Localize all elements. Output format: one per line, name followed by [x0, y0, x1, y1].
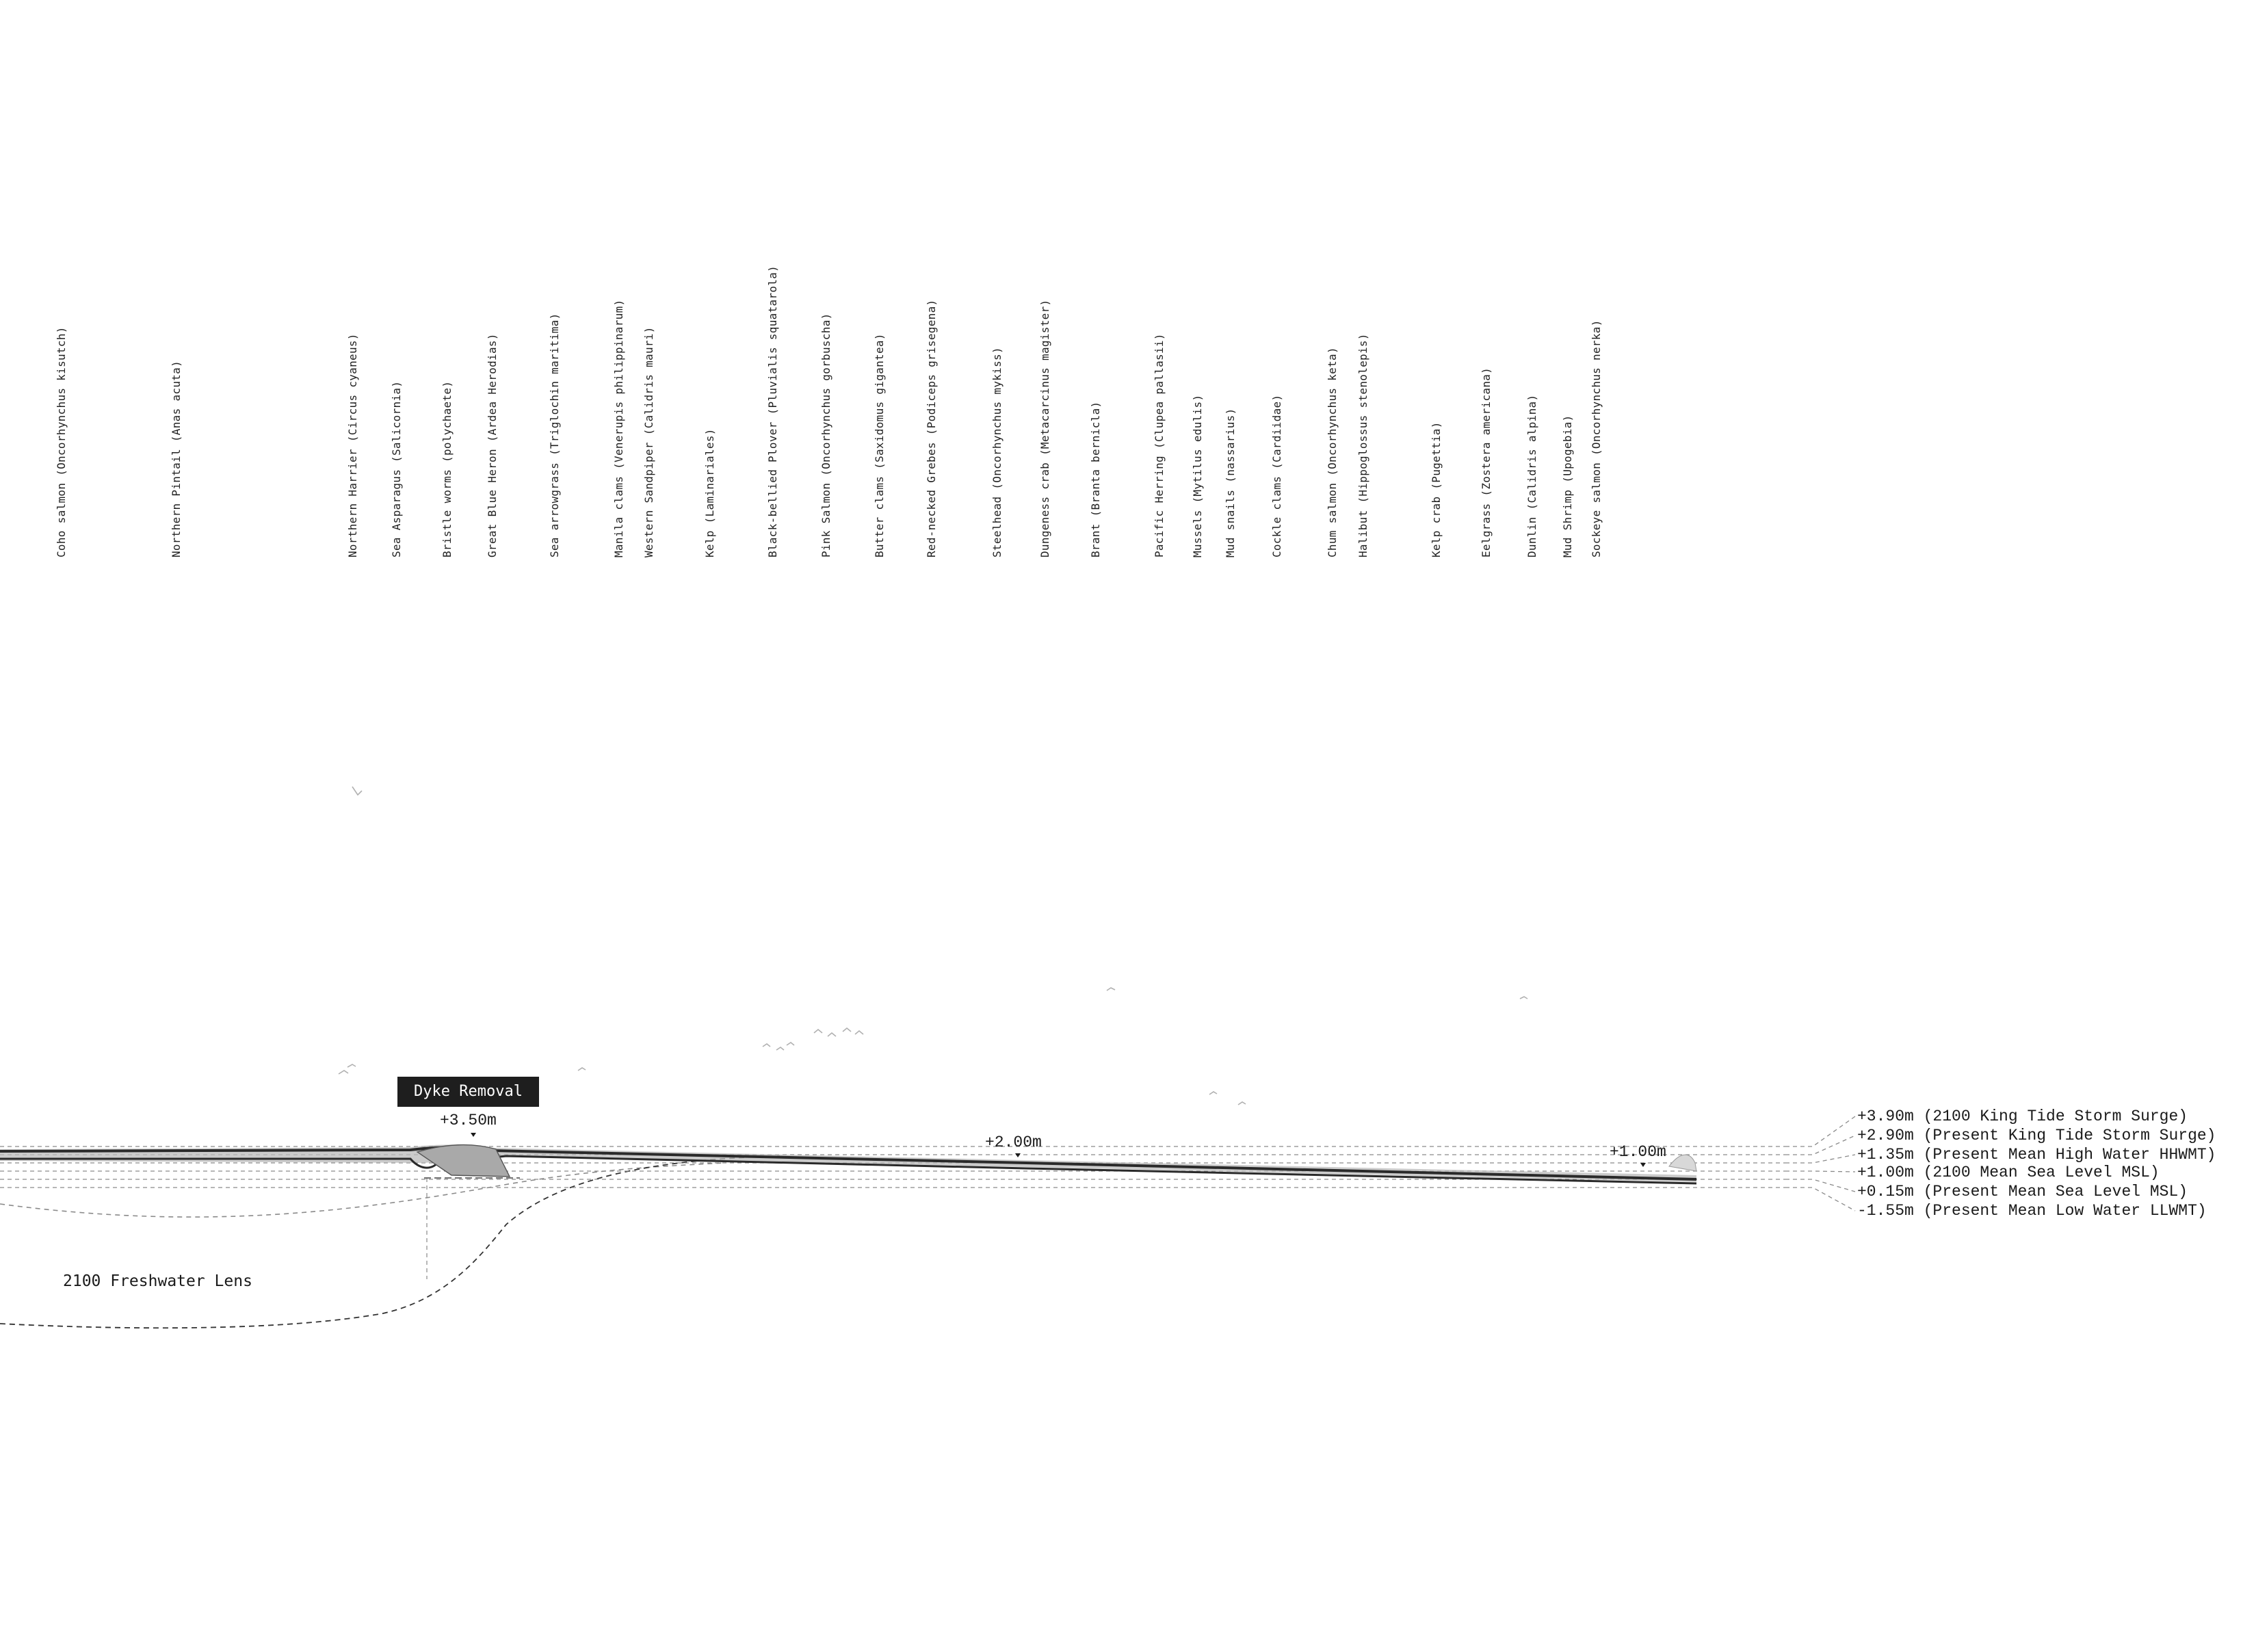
species-label: Sea Asparagus (Salicornia) — [390, 380, 403, 558]
legend-item: +1.00m (2100 Mean Sea Level MSL) — [1857, 1164, 2160, 1181]
species-label: Sea arrowgrass (Triglochin maritima) — [548, 313, 561, 558]
species-label: Steelhead (Oncorhynchus mykiss) — [991, 347, 1004, 558]
species-label: Sockeye salmon (Oncorhynchus nerka) — [1590, 319, 1603, 558]
legend-item: +0.15m (Present Mean Sea Level MSL) — [1857, 1183, 2188, 1201]
species-label: Mud snails (nassarius) — [1224, 408, 1237, 558]
legend-item: +1.35m (Present Mean High Water HHWMT) — [1857, 1146, 2216, 1164]
elevation-label-mid: +2.00m — [985, 1133, 1042, 1151]
species-label: Kelp crab (Pugettia) — [1430, 421, 1443, 558]
species-label: Pacific Herring (Clupea pallasii) — [1153, 333, 1166, 558]
elevation-label-shore: +1.00m — [1610, 1143, 1666, 1161]
species-label: Pink Salmon (Oncorhynchus gorbuscha) — [819, 313, 832, 558]
species-label: Dunlin (Calidris alpina) — [1525, 394, 1538, 558]
legend-item: +2.90m (Present King Tide Storm Surge) — [1857, 1127, 2216, 1144]
species-label: Brant (Branta bernicla) — [1089, 401, 1102, 558]
species-label: Dungeness crab (Metacarcinus magister) — [1038, 299, 1051, 558]
species-label: Black-bellied Plover (Pluvialis squatarola) — [766, 265, 779, 558]
freshwater-lens-label: 2100 Freshwater Lens — [63, 1272, 252, 1290]
species-label: Chum salmon (Oncorhynchus keta) — [1326, 347, 1339, 558]
species-label: Great Blue Heron (Ardea Herodias) — [486, 333, 499, 558]
legend-item: +3.90m (2100 King Tide Storm Surge) — [1857, 1107, 2188, 1125]
species-label: Eelgrass (Zostera americana) — [1480, 367, 1493, 558]
species-label: Coho salmon (Oncorhynchus kisutch) — [55, 326, 68, 558]
species-label: Cockle clams (Cardiidae) — [1270, 394, 1283, 558]
species-label: Western Sandpiper (Calidris mauri) — [642, 326, 655, 558]
species-label: Manila clams (Venerupis philippinarum) — [612, 299, 625, 558]
species-label: Mud Shrimp (Upogebia) — [1561, 415, 1574, 558]
dyke-removal-label: Dyke Removal — [397, 1077, 539, 1107]
species-label: Kelp (Laminariales) — [703, 428, 716, 558]
species-label: Mussels (Mytilus edulis) — [1191, 394, 1204, 558]
species-label: Red-necked Grebes (Podiceps grisegena) — [925, 299, 938, 558]
species-label: Northern Harrier (Circus cyaneus) — [346, 333, 359, 558]
species-label: Bristle worms (polychaete) — [441, 380, 454, 558]
species-label: Halibut (Hippoglossus stenolepis) — [1356, 333, 1369, 558]
species-label: Northern Pintail (Anas acuta) — [170, 360, 183, 558]
elevation-label-dyke: +3.50m — [440, 1112, 497, 1129]
legend-item: -1.55m (Present Mean Low Water LLWMT) — [1857, 1202, 2207, 1220]
species-label: Butter clams (Saxidomus gigantea) — [873, 333, 886, 558]
